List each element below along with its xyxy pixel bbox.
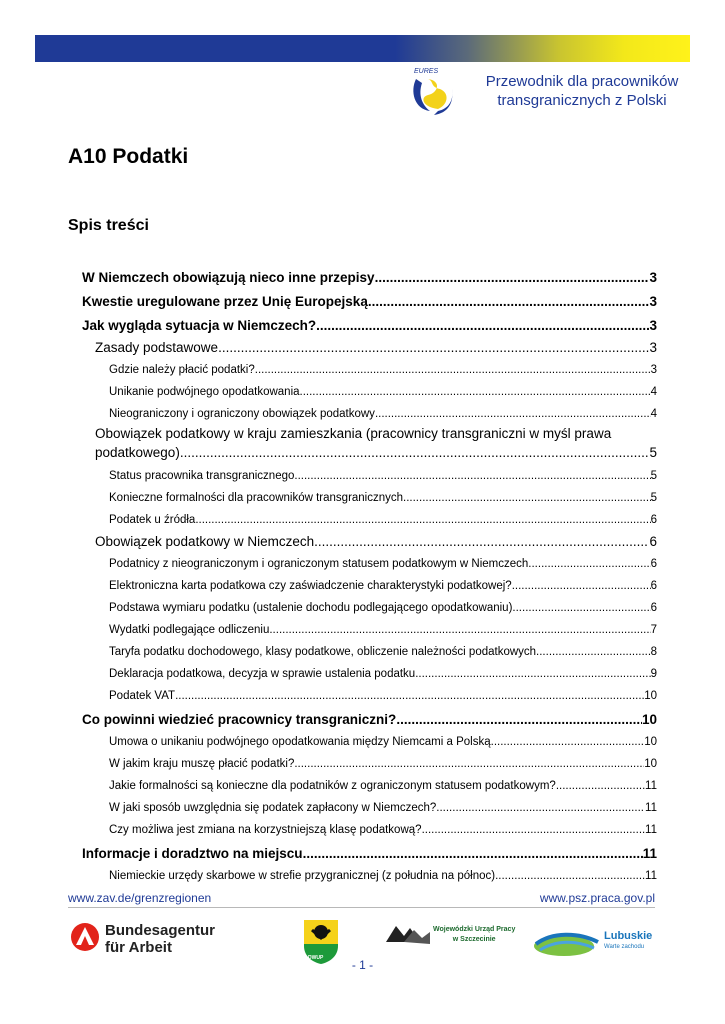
toc-entry-text: Deklaracja podatkowa, decyzja w sprawie ustalenia podatku — [109, 668, 416, 680]
toc-entry[interactable] — [82, 402, 657, 424]
toc-entry-text: Podatek u źródła — [109, 514, 196, 526]
toc-entry-text: Kwestie uregulowane przez Unię Europejską — [82, 294, 368, 309]
toc-entry-page: 4 — [650, 408, 657, 420]
toc-entry-text: W jakim kraju muszę płacić podatki? — [109, 758, 295, 770]
toc-entry-text: Podstawa wymiaru podatku (ustalenie dochodu podlegającego opodatkowaniu) — [109, 602, 513, 614]
toc-entry-text: W jaki sposób uwzględnia się podatek zapłacony w Niemczech? — [109, 802, 437, 814]
lubuskie-wordmark: Lubuskie Warte zachodu — [604, 930, 653, 950]
toc-entry-text: Elektroniczna karta podatkowa czy zaświadczenie charakterystyki podatkowej? — [109, 580, 512, 592]
toc-entry-text: W Niemczech obowiązują nieco inne przepisy — [82, 270, 375, 285]
bundesagentur-logo-icon — [70, 922, 100, 952]
toc-entry-text-line2: podatkowego) — [95, 445, 180, 460]
toc-entry[interactable] — [82, 380, 657, 402]
toc-entry-page: 6 — [650, 558, 657, 570]
toc-leader-dots — [396, 710, 642, 730]
toc-leader-dots — [415, 664, 650, 684]
toc-entry-text: Taryfa podatku dochodowego, klasy podatkowe, obliczenie należności podatkowych — [109, 646, 537, 658]
toc-entry[interactable] — [82, 464, 657, 486]
guide-title — [462, 72, 702, 110]
toc-entry-page: 9 — [650, 668, 657, 680]
toc-entry[interactable] — [82, 864, 657, 886]
toc-entry-text: Unikanie podwójnego opodatkowania — [109, 386, 300, 398]
toc-entry-text: Nieograniczony i ograniczony obowiązek podatkowy — [109, 408, 375, 420]
toc-entry-page: 10 — [644, 758, 657, 770]
toc-entry-page: 11 — [645, 780, 657, 792]
toc-entry-page: 6 — [650, 602, 657, 614]
toc-entry-text: Jak wygląda sytuacja w Niemczech? — [82, 318, 317, 333]
toc-entry[interactable] — [82, 336, 657, 358]
toc-entry-page: 11 — [645, 824, 657, 836]
toc-entry-text: Podatnicy z nieograniczonym i ograniczonym statusem podatkowym w Niemczech — [109, 558, 529, 570]
toc-entry-page: 6 — [650, 514, 657, 526]
toc-entry[interactable] — [82, 640, 657, 662]
toc-entry-page: 10 — [641, 712, 657, 727]
toc-entry-page: 6 — [650, 580, 657, 592]
toc-entry[interactable] — [82, 752, 657, 774]
toc-entry-text: Co powinni wiedzieć pracownicy transgraniczni? — [82, 712, 397, 727]
toc-entry-page: 5 — [650, 470, 657, 482]
toc-entry-text: Obowiązek podatkowy w Niemczech — [95, 534, 315, 549]
toc-entry-page: 4 — [650, 386, 657, 398]
toc-entry-text: Zasady podstawowe — [95, 340, 219, 355]
toc-entry[interactable] — [82, 574, 657, 596]
toc-leader-dots — [294, 466, 650, 486]
toc-leader-dots — [180, 443, 650, 462]
toc-entry-page: 11 — [642, 846, 657, 861]
toc-entry[interactable] — [82, 424, 657, 464]
toc-entry-text: Status pracownika transgranicznego — [109, 470, 295, 482]
toc-entry-page: 3 — [649, 270, 657, 285]
toc-entry[interactable] — [82, 552, 657, 574]
toc-entry-page: 10 — [644, 690, 657, 702]
toc-entry[interactable] — [82, 796, 657, 818]
link-zav[interactable]: www.zav.de/grenzregionen — [68, 891, 212, 905]
toc-leader-dots — [536, 642, 651, 662]
toc-entry[interactable] — [82, 818, 657, 840]
guide-title-line2: transgranicznych z Polski — [497, 92, 667, 109]
toc-entry[interactable] — [82, 508, 657, 530]
guide-title-line1: Przewodnik dla pracowników — [485, 73, 679, 90]
toc-leader-dots — [375, 268, 650, 288]
toc-leader-dots — [403, 488, 651, 508]
eures-logo — [408, 65, 458, 119]
toc-entry-text: Informacje i doradztwo na miejscu — [82, 846, 303, 861]
toc-entry[interactable] — [82, 486, 657, 508]
document-title: A10 Podatki — [68, 145, 189, 168]
toc-leader-dots — [300, 382, 651, 402]
toc-entry-text: Umowa o unikaniu podwójnego opodatkowania między Niemcami a Polską — [109, 736, 491, 748]
toc-entry[interactable] — [82, 596, 657, 618]
toc-entry[interactable] — [82, 840, 657, 864]
toc-entry-page: 10 — [644, 736, 657, 748]
toc-leader-dots — [375, 404, 651, 424]
toc-entry[interactable] — [82, 730, 657, 752]
toc-entry[interactable] — [82, 530, 657, 552]
toc-entry[interactable] — [82, 774, 657, 796]
toc-entry[interactable] — [82, 684, 657, 706]
toc-leader-dots — [436, 798, 645, 818]
toc-entry-page: 5 — [649, 445, 657, 460]
footer-links — [68, 889, 655, 908]
toc-entry-text: Gdzie należy płacić podatki? — [109, 364, 255, 376]
svg-text:EURES: EURES — [414, 68, 439, 75]
wup-wordmark: Wojewódzki Urząd Pracy w Szczecinie — [433, 926, 516, 943]
toc-entry[interactable] — [82, 618, 657, 640]
toc-leader-dots — [512, 598, 650, 618]
toc-entry-page: 11 — [645, 870, 657, 882]
toc-entry-text: Czy możliwa jest zmiana na korzystniejszą klasę podatkową? — [109, 824, 422, 836]
toc-leader-dots — [316, 316, 649, 336]
wup-logo-icon — [386, 922, 430, 946]
toc-leader-dots — [528, 554, 650, 574]
toc-leader-dots — [294, 754, 644, 774]
toc-entry[interactable] — [82, 288, 657, 312]
page-number: - 1 - — [351, 958, 374, 972]
toc-leader-dots — [175, 686, 644, 706]
toc-leader-dots — [269, 620, 650, 640]
toc-entry-text: Niemieckie urzędy skarbowe w strefie przygranicznej (z południa na północ) — [109, 870, 496, 882]
toc-entry-page: 3 — [649, 294, 657, 309]
toc-leader-dots — [556, 776, 645, 796]
toc-entry[interactable] — [82, 264, 657, 288]
toc-leader-dots — [422, 820, 645, 840]
toc-entry[interactable] — [82, 662, 657, 684]
toc-entry-page: 3 — [650, 364, 657, 376]
header-color-band — [35, 35, 690, 62]
toc-leader-dots — [314, 532, 649, 552]
toc-entry-text: Jakie formalności są konieczne dla podatników z ograniczonym statusem podatkowym? — [109, 780, 556, 792]
lubuskie-logo-icon — [532, 924, 602, 960]
dwup-label: DWUP — [308, 955, 324, 961]
toc-leader-dots — [218, 338, 649, 358]
toc-leader-dots — [195, 510, 650, 530]
toc-entry[interactable] — [82, 312, 657, 336]
toc-entry-page: 5 — [650, 492, 657, 504]
toc-leader-dots — [491, 732, 645, 752]
toc-entry-page: 7 — [650, 624, 657, 636]
toc-leader-dots — [303, 844, 643, 864]
table-of-contents — [82, 264, 657, 886]
toc-leader-dots — [512, 576, 651, 596]
bundesagentur-wordmark: Bundesagentur für Arbeit — [105, 922, 216, 956]
toc-heading: Spis treści — [68, 217, 149, 234]
toc-leader-dots — [368, 292, 650, 312]
toc-entry[interactable] — [82, 706, 657, 730]
toc-entry-text-line1: Obowiązek podatkowy w kraju zamieszkania (pracownicy transgraniczni w myśl prawa — [95, 426, 612, 441]
toc-leader-dots — [495, 866, 645, 886]
toc-entry[interactable] — [82, 358, 657, 380]
toc-leader-dots — [255, 360, 651, 380]
link-psz[interactable]: www.psz.praca.gov.pl — [539, 891, 655, 905]
toc-entry-text: Konieczne formalności dla pracowników transgranicznych — [109, 492, 404, 504]
toc-entry-page: 6 — [649, 534, 657, 549]
toc-entry-page: 11 — [645, 802, 657, 814]
toc-entry-text: Podatek VAT — [109, 690, 176, 702]
toc-entry-text: Wydatki podlegające odliczeniu — [109, 624, 270, 636]
toc-entry-page: 3 — [649, 318, 657, 333]
toc-entry-page: 3 — [649, 340, 657, 355]
toc-entry-page: 8 — [650, 646, 657, 658]
